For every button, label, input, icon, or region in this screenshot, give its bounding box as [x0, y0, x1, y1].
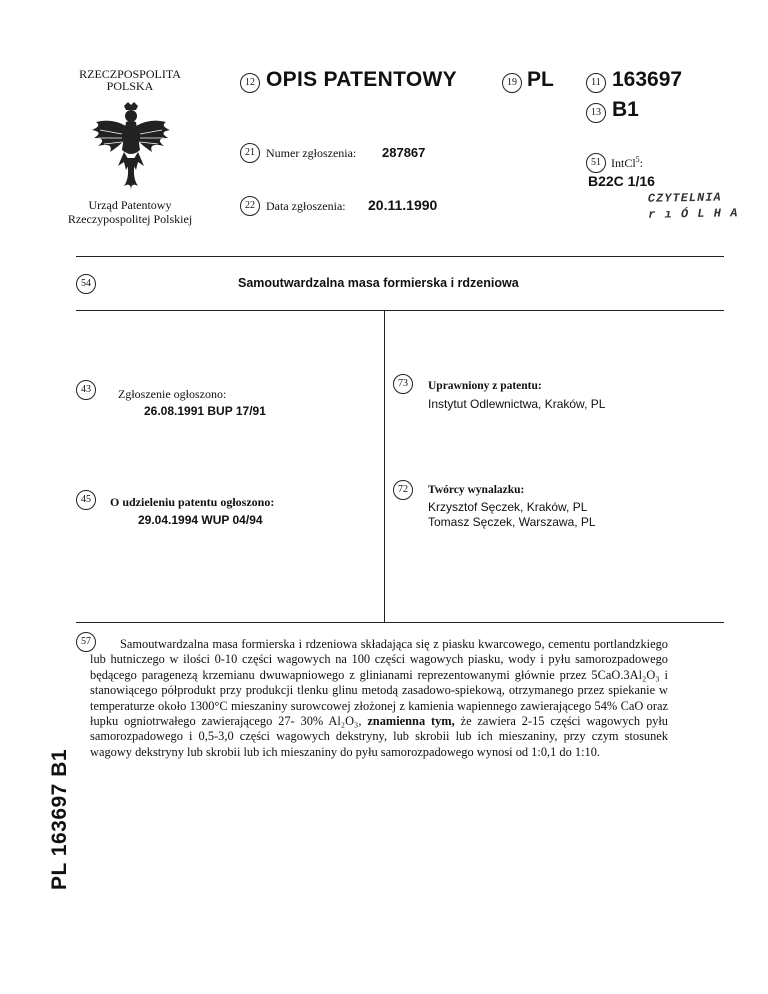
inid-54-badge: 54 [76, 274, 96, 294]
side-patent-label: PL 163697 B1 [48, 748, 71, 890]
office-line2: Rzeczypospolitej Polskiej [67, 212, 193, 226]
owner-value: Instytut Odlewnictwa, Kraków, PL [428, 397, 606, 411]
int-cl-text: IntCl [611, 156, 636, 170]
int-cl-value: B22C 1/16 [588, 173, 655, 189]
eagle-emblem-icon [88, 100, 174, 192]
column-divider [384, 310, 385, 623]
inid-21-badge: 21 [240, 143, 260, 163]
inid-22-badge: 22 [240, 196, 260, 216]
inid-45-badge: 45 [76, 490, 96, 510]
doc-type: OPIS PATENTOWY [266, 68, 457, 91]
grant-value: 29.04.1994 WUP 04/94 [138, 513, 263, 527]
app-no-label: Numer zgłoszenia: [266, 146, 357, 160]
inid-12-badge: 12 [240, 73, 260, 93]
inid-43-badge: 43 [76, 380, 96, 400]
stamp-line2: r ı Ó L H A [648, 206, 739, 222]
title-bottom-rule [76, 310, 724, 311]
columns-bottom-rule [76, 622, 724, 623]
inid-19-badge: 19 [502, 73, 522, 93]
abstract-characterizing: znamienna tym, [367, 714, 455, 729]
grant-label: O udzieleniu patentu ogłoszono: [110, 495, 275, 509]
filing-date-label: Data zgłoszenia: [266, 199, 346, 213]
int-cl-sup: 5 [635, 155, 640, 164]
country-code: PL [527, 68, 554, 91]
inventor-1: Krzysztof Sęczek, Kraków, PL [428, 500, 588, 514]
abstract-part2: że zawiera 2-15 części wagowych pyłu samorozpadowego i 0,5-3,0 części wagowych dekstryny, lub skrobii lub ich mieszaniny, przy czym stosunek wagowy dekstryny lub skrobii lub ich mieszaniny do pyłu samorozpadowego wynosi od 1:0,1 do 1:10. [90, 714, 668, 759]
stamp-line1: CZYTELNIA [647, 190, 722, 206]
country-line2: POLSKA [106, 79, 154, 93]
kind-code: B1 [612, 98, 639, 121]
inid-57-badge: 57 [76, 632, 96, 652]
inid-73-badge: 73 [393, 374, 413, 394]
library-stamp [648, 189, 739, 223]
app-no-value: 287867 [382, 145, 426, 160]
int-cl-label [611, 155, 643, 171]
int-cl-colon: : [639, 156, 644, 170]
office-line1: Urząd Patentowy [88, 198, 172, 212]
inid-11-badge: 11 [586, 73, 606, 93]
inid-72-badge: 72 [393, 480, 413, 500]
filing-date-value: 20.11.1990 [368, 197, 438, 213]
inventors-label: Twórcy wynalazku: [428, 484, 525, 496]
title-top-rule [76, 256, 724, 257]
publication-label: Zgłoszenie ogłoszono: [118, 387, 227, 401]
patent-number: 163697 [612, 68, 683, 91]
patent-office [46, 198, 214, 226]
inventor-2: Tomasz Sęczek, Warszawa, PL [428, 515, 596, 529]
publication-value: 26.08.1991 BUP 17/91 [144, 404, 266, 418]
owner-label: Uprawniony z patentu: [428, 380, 542, 392]
patent-title: Samoutwardzalna masa formierska i rdzeniowa [238, 276, 519, 290]
abstract-part1: Samoutwardzalna masa formierska i rdzeniowa składająca się z piasku kwarcowego, cementu portlandzkiego lub hutniczego w ilości 0-10 części wagowych na 100 części wagowych piasku, wody i pyłu samorozpadowego będącego paragenezą krzemianu dwuwapniowego z glinianami reprezentowanymi głównie przez 5CaO.3Al₂O₃ i stanowiącego półprodukt przy produkcji tlenku glinu metodą zasadowo-spiekową, otrzymanego przez spiekanie w temperaturze około 1300°C mieszaniny surowcowej złożonej z kamienia wapiennego zawierającego 54% CaO oraz łupku ogniotrwałego zawierającego 27- 30% Al₂O₃, [90, 637, 668, 729]
country-name [70, 68, 190, 92]
abstract-text [90, 637, 668, 760]
inid-13-badge: 13 [586, 103, 606, 123]
country-line1: RZECZPOSPOLITA [79, 67, 181, 81]
inid-51-badge: 51 [586, 153, 606, 173]
